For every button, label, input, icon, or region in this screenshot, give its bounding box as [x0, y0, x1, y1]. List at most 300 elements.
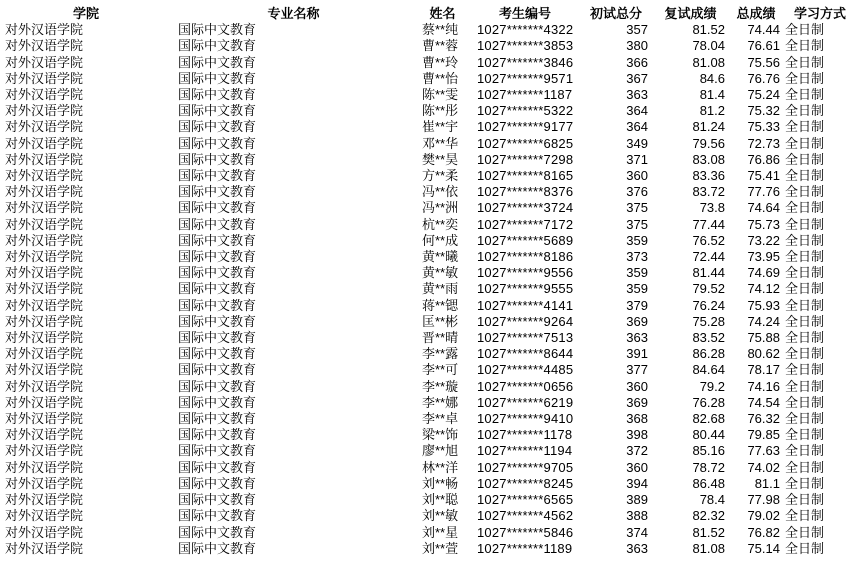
cell-major: 国际中文教育 — [178, 394, 257, 410]
cell-college: 对外汉语学院 — [5, 151, 84, 167]
cell-college: 对外汉语学院 — [5, 216, 84, 232]
cell-retest-score: 82.68 — [692, 411, 725, 427]
cell-study-mode: 全日制 — [785, 119, 825, 135]
cell-study-mode: 全日制 — [785, 362, 825, 378]
cell-candidate-number: 1027*******9177 — [477, 119, 574, 135]
cell-retest-score: 81.52 — [692, 22, 725, 38]
cell-retest-score: 81.24 — [692, 119, 725, 135]
cell-major: 国际中文教育 — [178, 265, 257, 281]
cell-candidate-number: 1027*******7298 — [477, 151, 574, 167]
cell-retest-score: 81.4 — [699, 87, 725, 103]
cell-study-mode: 全日制 — [785, 232, 825, 248]
cell-study-mode: 全日制 — [785, 540, 825, 556]
cell-retest-score: 86.28 — [692, 346, 725, 362]
table-row — [0, 71, 857, 87]
cell-study-mode: 全日制 — [785, 135, 825, 151]
cell-college: 对外汉语学院 — [5, 184, 84, 200]
cell-initial-total-score: 359 — [626, 232, 648, 248]
cell-study-mode: 全日制 — [785, 22, 825, 38]
cell-college: 对外汉语学院 — [5, 119, 84, 135]
cell-college: 对外汉语学院 — [5, 378, 84, 394]
cell-college: 对外汉语学院 — [5, 54, 84, 70]
cell-study-mode: 全日制 — [785, 394, 825, 410]
cell-study-mode: 全日制 — [785, 313, 825, 329]
cell-total-score: 75.56 — [747, 54, 780, 70]
cell-retest-score: 77.44 — [692, 216, 725, 232]
column-header-major: 专业名称 — [267, 6, 320, 21]
cell-major: 国际中文教育 — [178, 184, 257, 200]
cell-major: 国际中文教育 — [178, 216, 257, 232]
cell-retest-score: 81.2 — [699, 103, 725, 119]
table-row — [0, 362, 857, 378]
cell-total-score: 73.22 — [747, 232, 780, 248]
cell-name: 刘**萱 — [422, 540, 459, 556]
cell-candidate-number: 1027*******4141 — [477, 297, 574, 313]
cell-candidate-number: 1027*******5846 — [477, 524, 574, 540]
cell-initial-total-score: 398 — [626, 427, 648, 443]
cell-name: 匡**彬 — [422, 313, 459, 329]
cell-college: 对外汉语学院 — [5, 313, 84, 329]
cell-retest-score: 78.04 — [692, 38, 725, 54]
cell-name: 林**洋 — [422, 459, 459, 475]
cell-initial-total-score: 373 — [626, 249, 648, 265]
column-header-initial-total-score: 初试总分 — [589, 6, 642, 21]
cell-initial-total-score: 359 — [626, 265, 648, 281]
table-row — [0, 168, 857, 184]
cell-major: 国际中文教育 — [178, 103, 257, 119]
table-row — [0, 103, 857, 119]
cell-retest-score: 83.72 — [692, 184, 725, 200]
cell-initial-total-score: 369 — [626, 394, 648, 410]
cell-initial-total-score: 375 — [626, 216, 648, 232]
cell-candidate-number: 1027*******8186 — [477, 249, 574, 265]
cell-initial-total-score: 357 — [626, 22, 648, 38]
cell-name: 曹**怡 — [422, 70, 459, 86]
table-row — [0, 200, 857, 216]
cell-name: 刘**敏 — [422, 508, 459, 524]
cell-major: 国际中文教育 — [178, 346, 257, 362]
cell-candidate-number: 1027*******3724 — [477, 200, 574, 216]
cell-name: 李**可 — [422, 362, 459, 378]
cell-candidate-number: 1027*******3846 — [477, 54, 574, 70]
cell-initial-total-score: 372 — [626, 443, 648, 459]
cell-candidate-number: 1027*******7513 — [477, 330, 574, 346]
cell-name: 陈**雯 — [422, 87, 459, 103]
cell-total-score: 76.86 — [747, 151, 780, 167]
cell-total-score: 76.61 — [747, 38, 780, 54]
cell-study-mode: 全日制 — [785, 184, 825, 200]
cell-total-score: 74.12 — [747, 281, 780, 297]
cell-initial-total-score: 360 — [626, 168, 648, 184]
cell-college: 对外汉语学院 — [5, 297, 84, 313]
cell-major: 国际中文教育 — [178, 38, 257, 54]
cell-college: 对外汉语学院 — [5, 508, 84, 524]
header-row — [0, 6, 857, 22]
cell-retest-score: 83.36 — [692, 168, 725, 184]
cell-initial-total-score: 364 — [626, 119, 648, 135]
table-row — [0, 541, 857, 557]
cell-retest-score: 81.44 — [692, 265, 725, 281]
cell-initial-total-score: 377 — [626, 362, 648, 378]
table-row — [0, 379, 857, 395]
cell-initial-total-score: 391 — [626, 346, 648, 362]
cell-major: 国际中文教育 — [178, 249, 257, 265]
cell-college: 对外汉语学院 — [5, 443, 84, 459]
cell-study-mode: 全日制 — [785, 103, 825, 119]
cell-study-mode: 全日制 — [785, 443, 825, 459]
table-row — [0, 298, 857, 314]
cell-college: 对外汉语学院 — [5, 232, 84, 248]
cell-study-mode: 全日制 — [785, 459, 825, 475]
cell-major: 国际中文教育 — [178, 524, 257, 540]
cell-college: 对外汉语学院 — [5, 475, 84, 491]
cell-candidate-number: 1027*******4322 — [477, 22, 574, 38]
cell-retest-score: 83.08 — [692, 151, 725, 167]
cell-study-mode: 全日制 — [785, 411, 825, 427]
cell-initial-total-score: 375 — [626, 200, 648, 216]
cell-retest-score: 76.28 — [692, 394, 725, 410]
cell-initial-total-score: 366 — [626, 54, 648, 70]
cell-candidate-number: 1027*******9410 — [477, 411, 574, 427]
column-header-name: 姓名 — [429, 6, 456, 21]
cell-candidate-number: 1027*******0656 — [477, 378, 574, 394]
table-row — [0, 281, 857, 297]
cell-study-mode: 全日制 — [785, 151, 825, 167]
cell-retest-score: 76.24 — [692, 297, 725, 313]
cell-college: 对外汉语学院 — [5, 87, 84, 103]
cell-initial-total-score: 394 — [626, 475, 648, 491]
cell-major: 国际中文教育 — [178, 475, 257, 491]
cell-college: 对外汉语学院 — [5, 265, 84, 281]
cell-retest-score: 75.28 — [692, 313, 725, 329]
cell-major: 国际中文教育 — [178, 232, 257, 248]
admissions-table — [0, 6, 857, 557]
cell-total-score: 75.24 — [747, 87, 780, 103]
cell-retest-score: 78.72 — [692, 459, 725, 475]
table-row — [0, 411, 857, 427]
table-row — [0, 460, 857, 476]
cell-candidate-number: 1027*******1178 — [477, 427, 573, 443]
cell-initial-total-score: 363 — [626, 540, 648, 556]
cell-study-mode: 全日制 — [785, 524, 825, 540]
cell-name: 冯**依 — [422, 184, 459, 200]
cell-candidate-number: 1027*******8165 — [477, 168, 574, 184]
cell-retest-score: 83.52 — [692, 330, 725, 346]
cell-name: 刘**畅 — [422, 475, 459, 491]
cell-candidate-number: 1027*******6565 — [477, 492, 574, 508]
cell-study-mode: 全日制 — [785, 54, 825, 70]
cell-total-score: 77.76 — [747, 184, 780, 200]
table-row — [0, 87, 857, 103]
cell-name: 邓**华 — [422, 135, 459, 151]
cell-total-score: 75.14 — [747, 540, 780, 556]
column-header-college: 学院 — [72, 6, 99, 21]
cell-college: 对外汉语学院 — [5, 103, 84, 119]
cell-name: 樊**昊 — [422, 151, 459, 167]
cell-initial-total-score: 379 — [626, 297, 648, 313]
cell-total-score: 74.02 — [747, 459, 780, 475]
cell-study-mode: 全日制 — [785, 200, 825, 216]
cell-retest-score: 80.44 — [692, 427, 725, 443]
cell-college: 对外汉语学院 — [5, 427, 84, 443]
cell-initial-total-score: 367 — [626, 70, 648, 86]
cell-retest-score: 86.48 — [692, 475, 725, 491]
cell-initial-total-score: 369 — [626, 313, 648, 329]
cell-college: 对外汉语学院 — [5, 249, 84, 265]
cell-total-score: 74.64 — [747, 200, 780, 216]
cell-initial-total-score: 364 — [626, 103, 648, 119]
cell-name: 黄**雨 — [422, 281, 459, 297]
cell-name: 李**娜 — [422, 394, 459, 410]
cell-major: 国际中文教育 — [178, 22, 257, 38]
cell-name: 杭**奕 — [422, 216, 459, 232]
cell-total-score: 74.16 — [747, 378, 780, 394]
cell-initial-total-score: 376 — [626, 184, 648, 200]
cell-total-score: 78.17 — [747, 362, 780, 378]
cell-retest-score: 85.16 — [692, 443, 725, 459]
table-row — [0, 249, 857, 265]
cell-major: 国际中文教育 — [178, 508, 257, 524]
cell-name: 曹**蓉 — [422, 38, 459, 54]
cell-college: 对外汉语学院 — [5, 394, 84, 410]
cell-major: 国际中文教育 — [178, 200, 257, 216]
cell-study-mode: 全日制 — [785, 281, 825, 297]
table-row — [0, 55, 857, 71]
cell-retest-score: 81.08 — [692, 54, 725, 70]
table-row — [0, 476, 857, 492]
cell-college: 对外汉语学院 — [5, 540, 84, 556]
cell-college: 对外汉语学院 — [5, 492, 84, 508]
cell-major: 国际中文教育 — [178, 87, 257, 103]
cell-initial-total-score: 368 — [626, 411, 648, 427]
cell-candidate-number: 1027*******9571 — [477, 70, 574, 86]
cell-major: 国际中文教育 — [178, 119, 257, 135]
cell-total-score: 81.1 — [754, 475, 780, 491]
cell-total-score: 76.32 — [747, 411, 780, 427]
cell-study-mode: 全日制 — [785, 87, 825, 103]
cell-major: 国际中文教育 — [178, 70, 257, 86]
cell-candidate-number: 1027*******1187 — [477, 87, 573, 103]
cell-total-score: 74.44 — [747, 22, 780, 38]
cell-name: 廖**旭 — [422, 443, 459, 459]
cell-college: 对外汉语学院 — [5, 281, 84, 297]
cell-total-score: 79.85 — [747, 427, 780, 443]
cell-total-score: 75.88 — [747, 330, 780, 346]
cell-study-mode: 全日制 — [785, 168, 825, 184]
cell-total-score: 74.54 — [747, 394, 780, 410]
cell-total-score: 75.73 — [747, 216, 780, 232]
cell-candidate-number: 1027*******5689 — [477, 232, 574, 248]
table-row — [0, 395, 857, 411]
cell-name: 冯**洲 — [422, 200, 459, 216]
table-row — [0, 217, 857, 233]
table-body — [0, 22, 857, 557]
cell-retest-score: 81.08 — [692, 540, 725, 556]
cell-major: 国际中文教育 — [178, 297, 257, 313]
cell-major: 国际中文教育 — [178, 411, 257, 427]
cell-name: 刘**聪 — [422, 492, 459, 508]
cell-name: 何**成 — [422, 232, 459, 248]
cell-name: 黄**敏 — [422, 265, 459, 281]
cell-college: 对外汉语学院 — [5, 135, 84, 151]
cell-initial-total-score: 380 — [626, 38, 648, 54]
table-row — [0, 314, 857, 330]
cell-initial-total-score: 363 — [626, 330, 648, 346]
cell-study-mode: 全日制 — [785, 38, 825, 54]
cell-total-score: 77.63 — [747, 443, 780, 459]
cell-total-score: 76.76 — [747, 70, 780, 86]
cell-candidate-number: 1027*******4562 — [477, 508, 574, 524]
cell-retest-score: 72.44 — [692, 249, 725, 265]
cell-retest-score: 84.6 — [699, 70, 725, 86]
cell-major: 国际中文教育 — [178, 443, 257, 459]
cell-study-mode: 全日制 — [785, 330, 825, 346]
cell-major: 国际中文教育 — [178, 330, 257, 346]
column-header-candidate-number: 考生编号 — [498, 6, 551, 21]
cell-study-mode: 全日制 — [785, 265, 825, 281]
cell-study-mode: 全日制 — [785, 427, 825, 443]
cell-major: 国际中文教育 — [178, 459, 257, 475]
cell-name: 李**璇 — [422, 378, 459, 394]
cell-major: 国际中文教育 — [178, 427, 257, 443]
cell-initial-total-score: 359 — [626, 281, 648, 297]
cell-name: 黄**曦 — [422, 249, 459, 265]
table-row — [0, 427, 857, 443]
cell-candidate-number: 1027*******1189 — [477, 540, 573, 556]
cell-candidate-number: 1027*******8644 — [477, 346, 574, 362]
cell-study-mode: 全日制 — [785, 70, 825, 86]
cell-study-mode: 全日制 — [785, 216, 825, 232]
table-row — [0, 22, 857, 38]
cell-total-score: 75.93 — [747, 297, 780, 313]
cell-initial-total-score: 388 — [626, 508, 648, 524]
cell-major: 国际中文教育 — [178, 151, 257, 167]
cell-name: 陈**彤 — [422, 103, 459, 119]
cell-total-score: 80.62 — [747, 346, 780, 362]
cell-retest-score: 78.4 — [699, 492, 725, 508]
table-row — [0, 346, 857, 362]
table-row — [0, 330, 857, 346]
cell-major: 国际中文教育 — [178, 54, 257, 70]
cell-study-mode: 全日制 — [785, 249, 825, 265]
cell-candidate-number: 1027*******8245 — [477, 475, 574, 491]
cell-name: 李**露 — [422, 346, 459, 362]
cell-name: 方**柔 — [422, 168, 459, 184]
table-row — [0, 136, 857, 152]
table-row — [0, 38, 857, 54]
cell-initial-total-score: 374 — [626, 524, 648, 540]
cell-retest-score: 73.8 — [699, 200, 725, 216]
cell-total-score: 79.02 — [747, 508, 780, 524]
cell-college: 对外汉语学院 — [5, 22, 84, 38]
cell-candidate-number: 1027*******5322 — [477, 103, 574, 119]
cell-name: 刘**星 — [422, 524, 459, 540]
cell-major: 国际中文教育 — [178, 135, 257, 151]
cell-study-mode: 全日制 — [785, 475, 825, 491]
cell-initial-total-score: 360 — [626, 378, 648, 394]
cell-college: 对外汉语学院 — [5, 524, 84, 540]
cell-college: 对外汉语学院 — [5, 38, 84, 54]
cell-candidate-number: 1027*******7172 — [477, 216, 574, 232]
column-header-total-score: 总成绩 — [736, 6, 776, 21]
cell-college: 对外汉语学院 — [5, 168, 84, 184]
cell-total-score: 75.32 — [747, 103, 780, 119]
cell-study-mode: 全日制 — [785, 297, 825, 313]
table-row — [0, 265, 857, 281]
cell-college: 对外汉语学院 — [5, 346, 84, 362]
cell-retest-score: 79.52 — [692, 281, 725, 297]
cell-candidate-number: 1027*******8376 — [477, 184, 574, 200]
cell-total-score: 74.69 — [747, 265, 780, 281]
cell-candidate-number: 1027*******3853 — [477, 38, 574, 54]
table-row — [0, 184, 857, 200]
column-header-study-mode: 学习方式 — [793, 6, 846, 21]
cell-retest-score: 81.52 — [692, 524, 725, 540]
cell-total-score: 75.33 — [747, 119, 780, 135]
cell-initial-total-score: 389 — [626, 492, 648, 508]
cell-name: 晋**晴 — [422, 330, 459, 346]
cell-retest-score: 79.2 — [699, 378, 725, 394]
cell-total-score: 77.98 — [747, 492, 780, 508]
cell-candidate-number: 1027*******6825 — [477, 135, 574, 151]
cell-total-score: 73.95 — [747, 249, 780, 265]
table-row — [0, 525, 857, 541]
cell-study-mode: 全日制 — [785, 346, 825, 362]
cell-major: 国际中文教育 — [178, 168, 257, 184]
cell-study-mode: 全日制 — [785, 378, 825, 394]
table-row — [0, 508, 857, 524]
cell-candidate-number: 1027*******4485 — [477, 362, 574, 378]
cell-major: 国际中文教育 — [178, 362, 257, 378]
cell-candidate-number: 1027*******1194 — [477, 443, 573, 459]
cell-name: 崔**宇 — [422, 119, 459, 135]
cell-retest-score: 79.56 — [692, 135, 725, 151]
cell-candidate-number: 1027*******9555 — [477, 281, 574, 297]
cell-college: 对外汉语学院 — [5, 411, 84, 427]
cell-study-mode: 全日制 — [785, 508, 825, 524]
cell-candidate-number: 1027*******9556 — [477, 265, 574, 281]
table-row — [0, 152, 857, 168]
table-row — [0, 119, 857, 135]
cell-college: 对外汉语学院 — [5, 459, 84, 475]
cell-total-score: 75.41 — [747, 168, 780, 184]
cell-major: 国际中文教育 — [178, 492, 257, 508]
cell-total-score: 76.82 — [747, 524, 780, 540]
table-row — [0, 443, 857, 459]
cell-retest-score: 82.32 — [692, 508, 725, 524]
cell-name: 梁**饰 — [422, 427, 459, 443]
cell-major: 国际中文教育 — [178, 313, 257, 329]
cell-study-mode: 全日制 — [785, 492, 825, 508]
cell-initial-total-score: 363 — [626, 87, 648, 103]
cell-retest-score: 84.64 — [692, 362, 725, 378]
cell-major: 国际中文教育 — [178, 281, 257, 297]
cell-initial-total-score: 371 — [626, 151, 648, 167]
cell-retest-score: 76.52 — [692, 232, 725, 248]
cell-college: 对外汉语学院 — [5, 200, 84, 216]
column-header-retest-score: 复试成绩 — [664, 6, 717, 21]
cell-name: 蔡**纯 — [422, 22, 459, 38]
cell-initial-total-score: 360 — [626, 459, 648, 475]
table-row — [0, 233, 857, 249]
table-row — [0, 492, 857, 508]
cell-college: 对外汉语学院 — [5, 70, 84, 86]
cell-college: 对外汉语学院 — [5, 330, 84, 346]
cell-total-score: 74.24 — [747, 313, 780, 329]
cell-name: 李**卓 — [422, 411, 459, 427]
cell-college: 对外汉语学院 — [5, 362, 84, 378]
cell-total-score: 72.73 — [747, 135, 780, 151]
